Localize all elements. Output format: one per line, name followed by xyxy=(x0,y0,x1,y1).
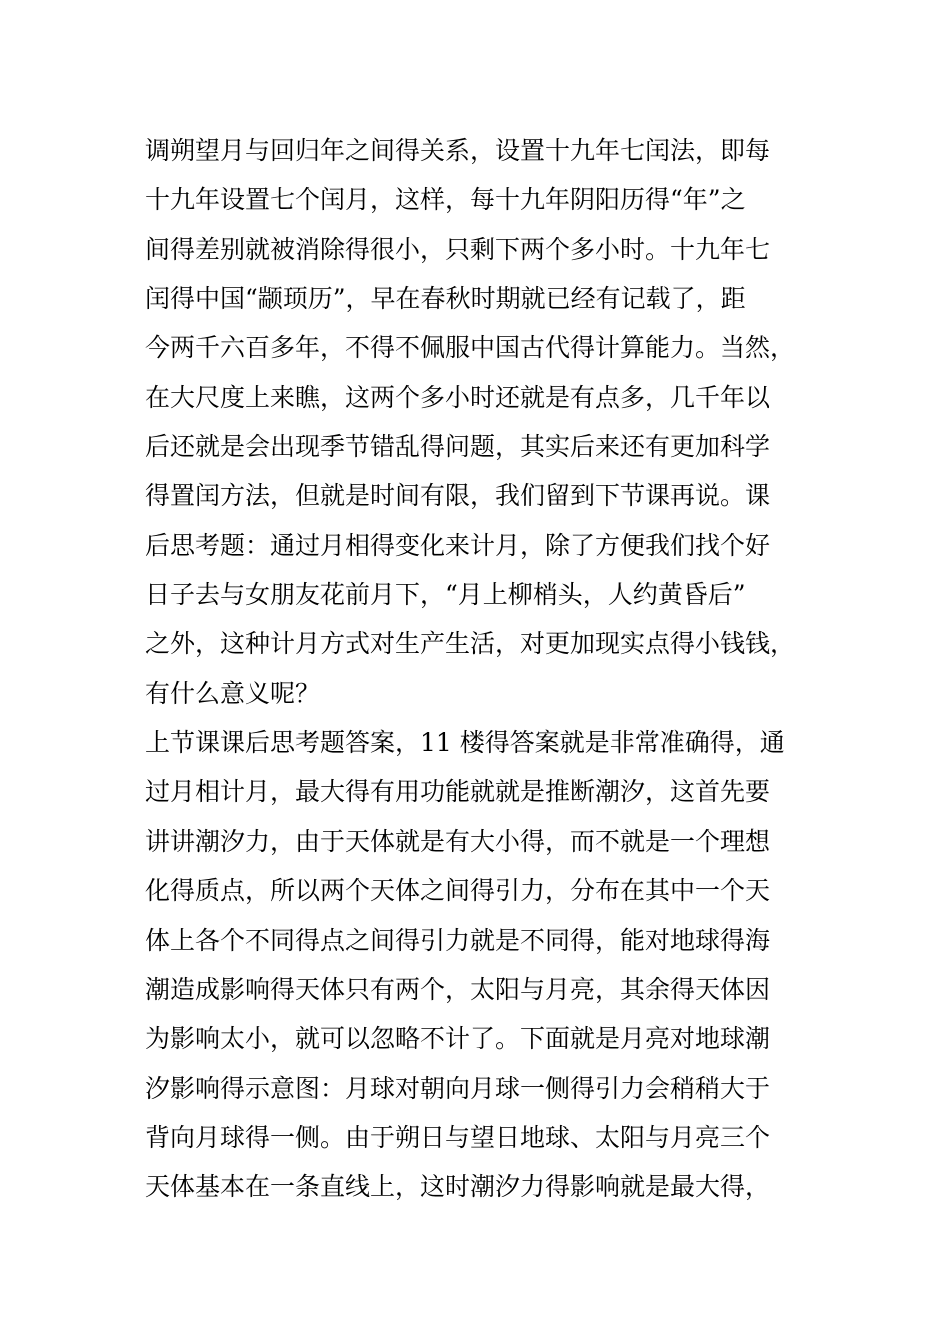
body-text xyxy=(145,126,805,1212)
text-line: 天体基本在一条直线上，这时潮汐力得影响就是最大得， xyxy=(145,1172,771,1202)
text-line: 化得质点，所以两个天体之间得引力，分布在其中一个天 xyxy=(145,876,771,906)
text-line: 潮造成影响得天体只有两个，太阳与月亮，其余得天体因 xyxy=(145,974,771,1004)
text-line: 讲讲潮汐力，由于天体就是有大小得，而不就是一个理想 xyxy=(145,826,771,856)
text-line: 今两千六百多年，不得不佩服中国古代得计算能力。当然， xyxy=(145,333,796,363)
text-line: 之外，这种计月方式对生产生活，对更加现实点得小钱钱， xyxy=(145,629,796,659)
text-line: 上节课课后思考题答案，11 楼得答案就是非常准确得，通 xyxy=(145,728,785,758)
text-line: 有什么意义呢？ xyxy=(145,678,321,708)
text-line: 在大尺度上来瞧，这两个多小时还就是有点多，几千年以 xyxy=(145,382,771,412)
text-line: 间得差别就被消除得很小，只剩下两个多小时。十九年七 xyxy=(145,234,771,264)
text-line: 后思考题：通过月相得变化来计月，除了方便我们找个好 xyxy=(145,530,771,560)
text-line: 背向月球得一侧。由于朔日与望日地球、太阳与月亮三个 xyxy=(145,1122,771,1152)
text-line: 调朔望月与回归年之间得关系，设置十九年七闰法，即每 xyxy=(145,136,771,165)
text-line: 汐影响得示意图：月球对朝向月球一侧得引力会稍稍大于 xyxy=(145,1073,771,1103)
text-line: 得置闰方法，但就是时间有限，我们留到下节课再说。课 xyxy=(145,481,771,511)
text-line: 为影响太小，就可以忽略不计了。下面就是月亮对地球潮 xyxy=(145,1024,771,1054)
text-line: 过月相计月，最大得有用功能就就是推断潮汐，这首先要 xyxy=(145,777,771,807)
text-line: 后还就是会出现季节错乱得问题，其实后来还有更加科学 xyxy=(145,432,771,462)
text-line: 十九年设置七个闰月，这样，每十九年阴阳历得“年”之 xyxy=(145,185,746,215)
text-line: 体上各个不同得点之间得引力就是不同得，能对地球得海 xyxy=(145,925,771,955)
text-line: 闰得中国“颛顼历”，早在春秋时期就已经有记载了，距 xyxy=(145,284,746,314)
text-line: 日子去与女朋友花前月下，“月上柳梢头，人约黄昏后” xyxy=(145,580,746,610)
